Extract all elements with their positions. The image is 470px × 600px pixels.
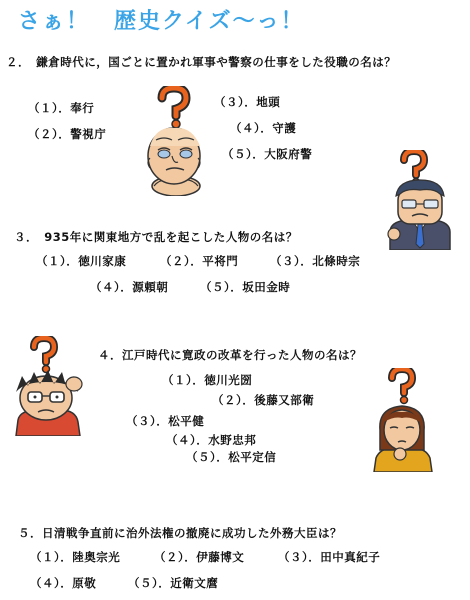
q5-option-1[interactable]: （１）．陸奥宗光 (30, 550, 121, 564)
q2-option-2[interactable]: （２）．警視庁 (28, 127, 107, 141)
q4-option-5[interactable]: （５）．松平定信 (186, 450, 277, 464)
question-4: ４．江戸時代に寛政の改革を行った人物の名は？ (98, 348, 362, 362)
q2-option-5[interactable]: （５）．大阪府警 (222, 147, 313, 161)
q3-option-2[interactable]: （２）．平将門 (160, 254, 239, 268)
question-2: ２． 鎌倉時代に，国ごとに置かれ軍事や警察の仕事をした役職の名は？ (6, 55, 397, 69)
q5-option-3[interactable]: （３）．田中真紀子 (278, 550, 381, 564)
page-title: さぁ！ 歴史クイズ～っ！ (18, 9, 305, 34)
q2-option-4[interactable]: （４）．守護 (230, 121, 297, 135)
q3-option-3[interactable]: （３）．北條時宗 (270, 254, 361, 268)
question-mark-icon (162, 88, 186, 128)
woman-thinking (370, 368, 436, 472)
q2-option-1[interactable]: （１）．奉行 (28, 101, 95, 115)
q3-option-4[interactable]: （４）．源頼朝 (90, 280, 169, 294)
q4-option-2[interactable]: （２）．後藤又部衛 (212, 393, 315, 407)
question-3: ３． 935年に関東地方で乱を起こした人物の名は？ (14, 230, 298, 244)
boy-glasses-thinking (8, 336, 90, 436)
q3-option-1[interactable]: （１）．徳川家康 (36, 254, 127, 268)
question-mark-icon (34, 338, 54, 373)
q5-option-5[interactable]: （５）．近衛文麿 (128, 576, 219, 590)
q5-option-2[interactable]: （２）．伊藤博文 (154, 550, 245, 564)
q4-option-1[interactable]: （１）．徳川光圀 (162, 373, 253, 387)
bald-man-thinking (136, 86, 216, 196)
q3-option-5[interactable]: （５）．坂田金時 (200, 280, 291, 294)
q4-option-3[interactable]: （３）．松平健 (126, 414, 205, 428)
q5-option-4[interactable]: （４）．原敬 (30, 576, 97, 590)
q4-option-4[interactable]: （４）．水野忠邦 (166, 433, 257, 447)
question-5: ５．日清戦争直前に治外法権の撤廃に成功した外務大臣は？ (18, 526, 342, 540)
businessman-thinking (384, 150, 456, 250)
q2-option-3[interactable]: （３）．地頭 (214, 95, 281, 109)
question-mark-icon (392, 369, 412, 404)
